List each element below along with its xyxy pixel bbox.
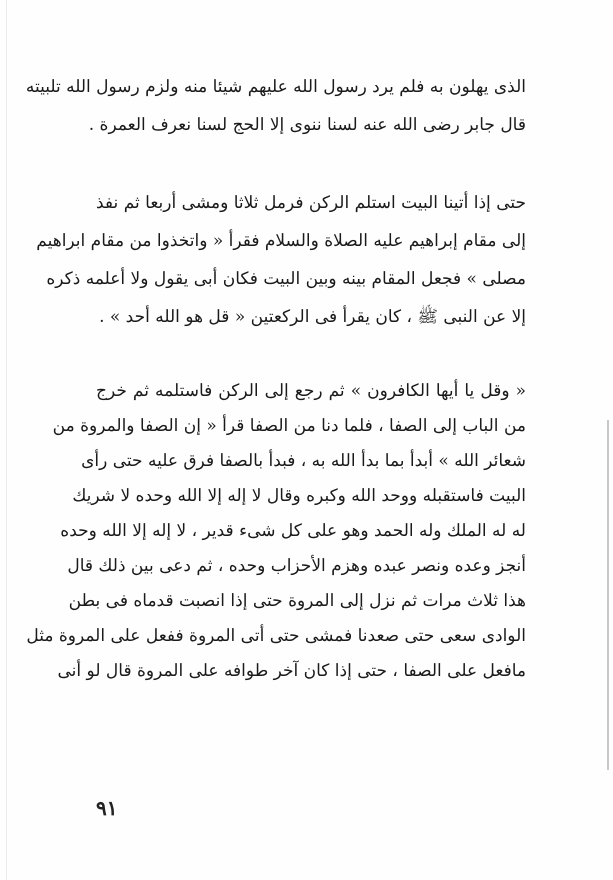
- text-line: مصلى » فجعل المقام بينه وبين البيت فكان أبى يقول ولا أعلمه ذكره: [46, 269, 526, 289]
- text-line: « وقل يا أيها الكافرون » ثم رجع إلى الركن فاستلمه ثم خرج: [96, 381, 526, 401]
- text-line: أنجز وعده ونصر عبده وهزم الأحزاب وحده ، ثم دعى بين ذلك قال: [67, 556, 526, 576]
- text-line: مافعل على الصفا ، حتى إذا كان آخر طوافه على المروة قال لو أنى: [57, 661, 526, 681]
- paragraph-3: [26, 374, 526, 689]
- text-line: البيت فاستقبله ووحد الله وكبره وقال لا إله إلا الله وحده لا شريك: [72, 486, 526, 506]
- text-line: إلى مقام إبراهيم عليه الصلاة والسلام فقرأ « واتخذوا من مقام ابراهيم: [36, 231, 526, 251]
- text-line: حتى إذا أتينا البيت استلم الركن فرمل ثلاثا ومشى أربعا ثم نفذ: [96, 193, 526, 213]
- text-line: قال جابر رضى الله عنه لسنا ننوى إلا الحج لسنا نعرف العمرة .: [88, 115, 526, 135]
- paragraph-2: [36, 184, 526, 336]
- text-line: إلا عن النبى ﷺ ، كان يقرأ فى الركعتين « قل هو الله أحد » .: [99, 307, 526, 327]
- text-line: من الباب إلى الصفا ، فلما دنا من الصفا قرأ « إن الصفا والمروة من: [52, 416, 526, 436]
- text-line: له له الملك وله الحمد وهو على كل شىء قدير ، لا إله إلا الله وحده: [60, 521, 526, 541]
- text-line: الذى يهلون به فلم يرد رسول الله عليهم شيئا منه ولزم رسول الله تلبيته: [25, 77, 526, 97]
- scan-edge-shadow: [6, 0, 7, 880]
- scan-edge-shadow-right: [607, 420, 609, 770]
- page-number: ٩١: [96, 796, 118, 820]
- text-line: هذا ثلاث مرات ثم نزل إلى المروة حتى إذا انصبت قدماه فى بطن: [68, 591, 526, 611]
- text-line: شعائر الله » أبدأ بما بدأ الله به ، فبدأ بالصفا فرق عليه حتى رأى: [81, 451, 526, 471]
- text-line: الوادى سعى حتى صعدنا فمشى حتى أتى المروة ففعل على المروة مثل: [26, 626, 526, 646]
- paragraph-1: [25, 68, 526, 144]
